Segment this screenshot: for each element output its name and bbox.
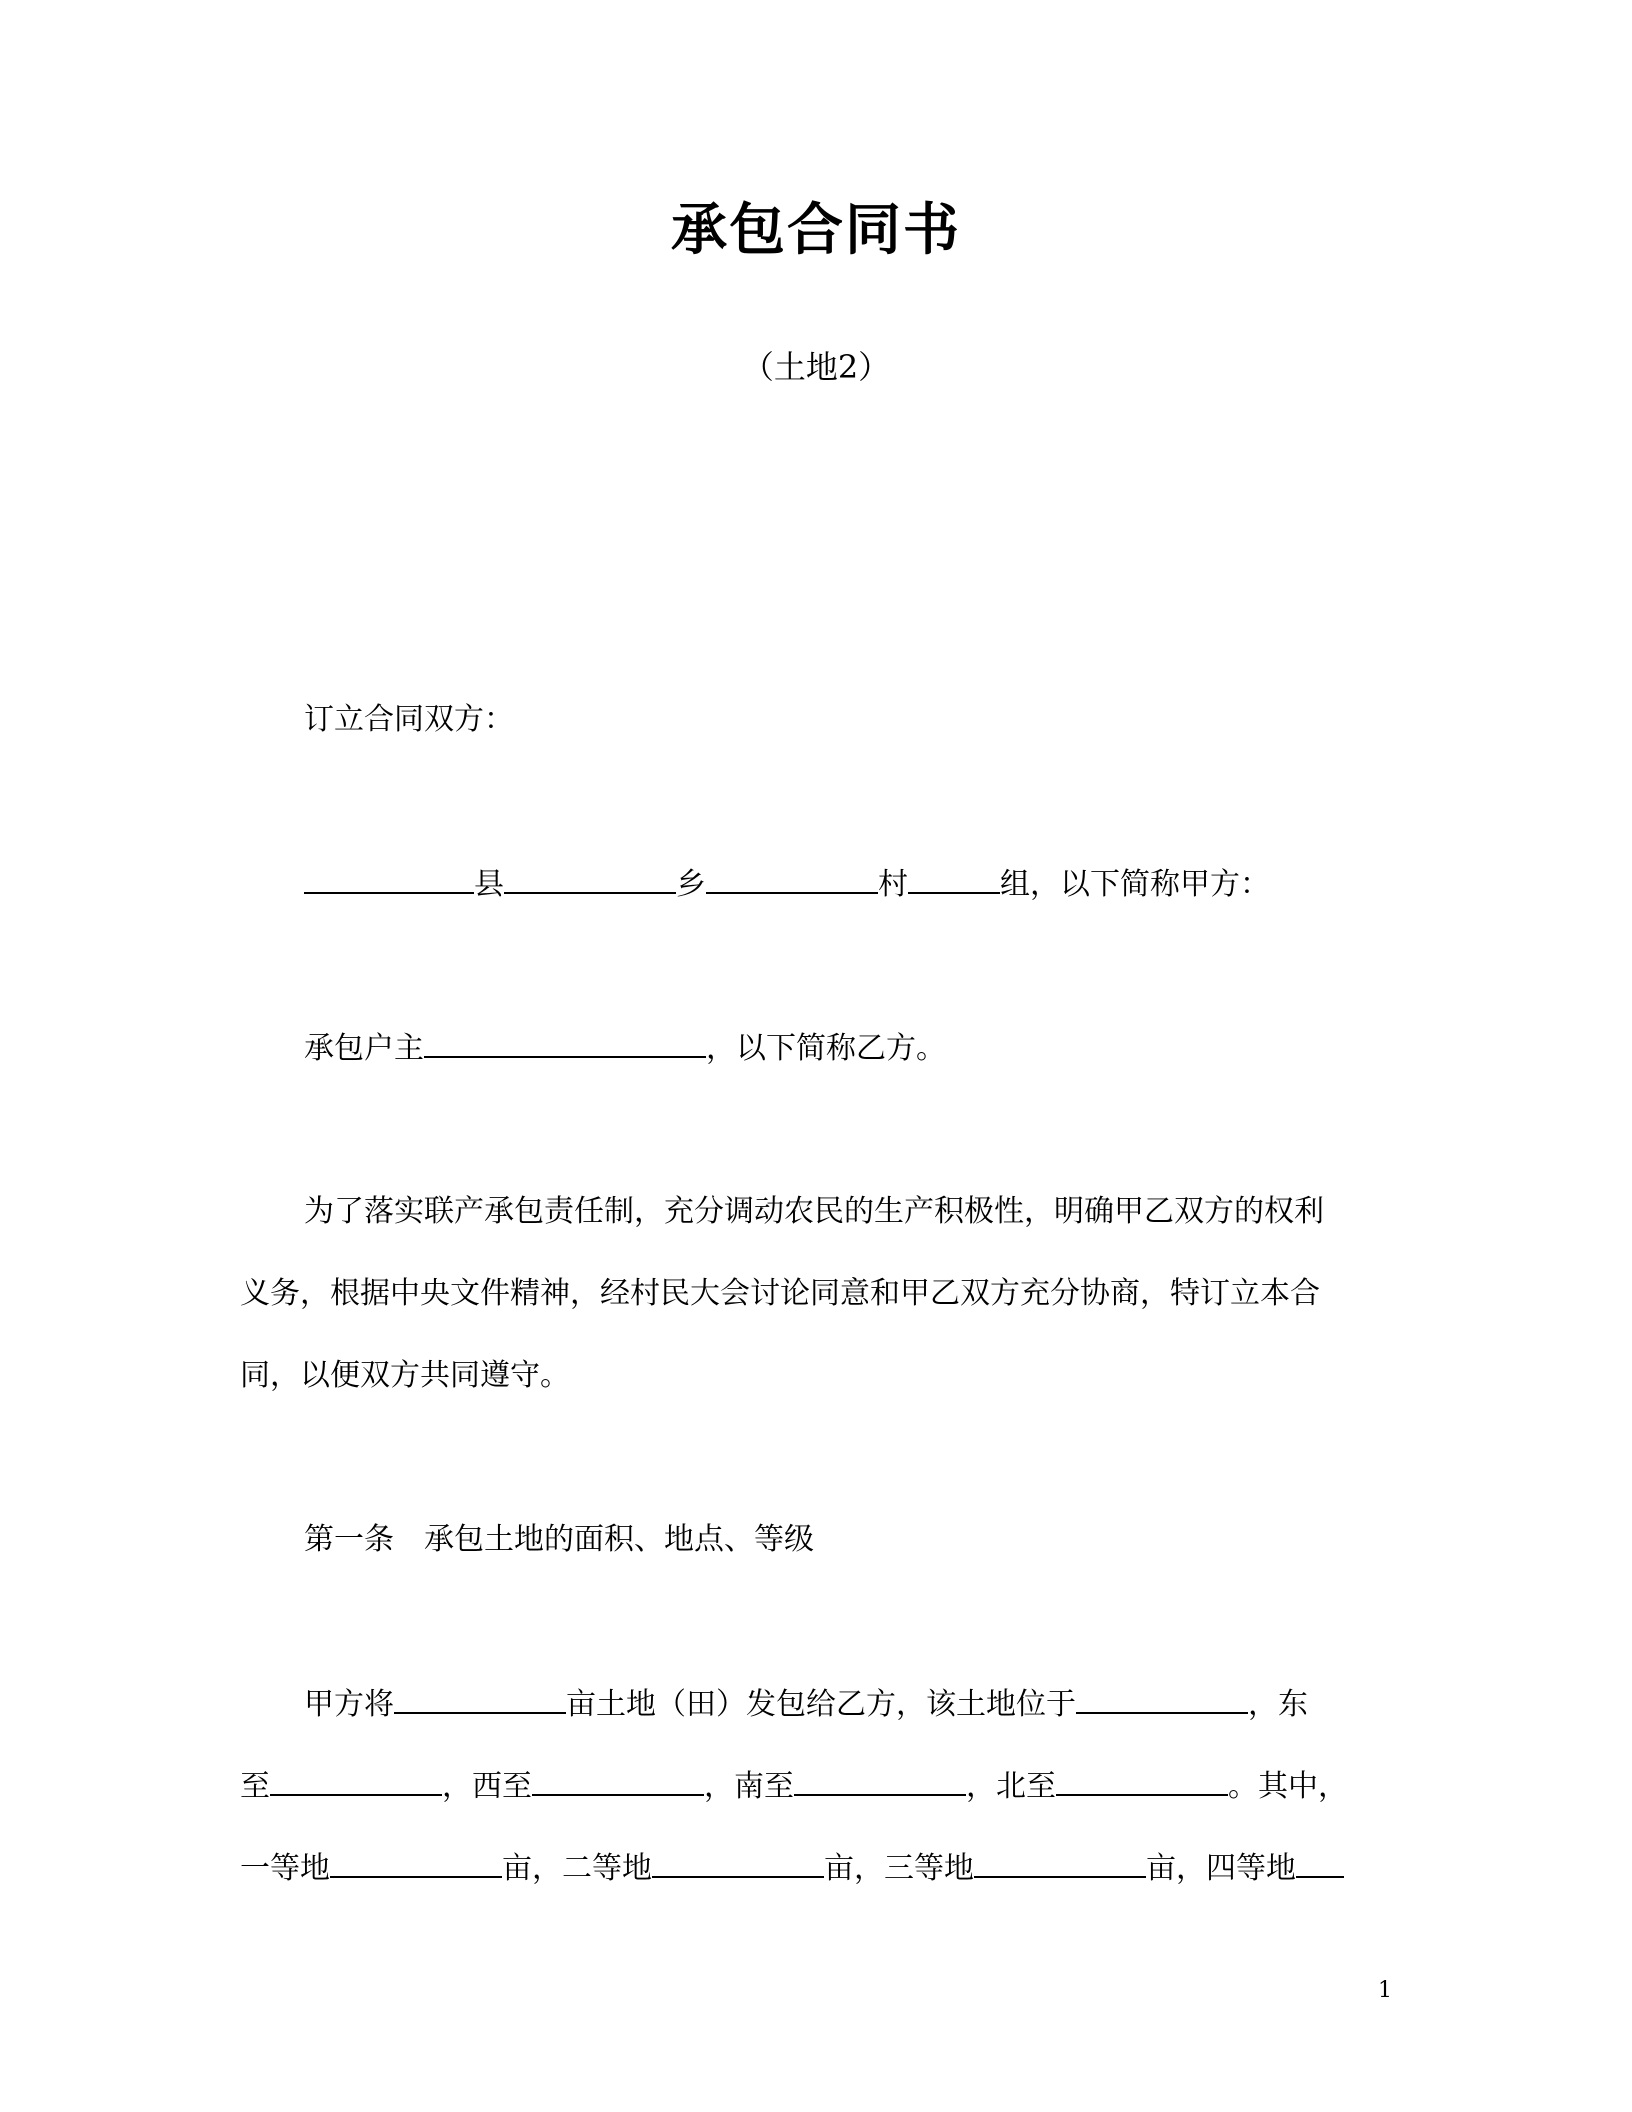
party-a-line bbox=[304, 864, 1454, 905]
county-blank[interactable] bbox=[304, 864, 474, 894]
text: ，西至 bbox=[442, 1769, 532, 1804]
article1-line-3 bbox=[240, 1848, 1390, 1889]
preamble-line-1: 为了落实联产承包责任制，充分调动农民的生产积极性，明确甲乙双方的权利 bbox=[304, 1194, 1324, 1229]
document-title: 承包合同书 bbox=[671, 198, 961, 263]
party-b-line bbox=[304, 1028, 1454, 1069]
grade4-blank[interactable] bbox=[1296, 1848, 1344, 1878]
page-number: 1 bbox=[1378, 1978, 1392, 2003]
household-head-blank[interactable] bbox=[424, 1028, 706, 1058]
text: 至 bbox=[240, 1769, 270, 1804]
text: 亩，三等地 bbox=[824, 1851, 974, 1886]
article1-line-1 bbox=[304, 1684, 1454, 1725]
text: 亩，二等地 bbox=[502, 1851, 652, 1886]
text: ，东 bbox=[1248, 1687, 1308, 1722]
text: 亩土地（田）发包给乙方，该土地位于 bbox=[566, 1687, 1076, 1722]
text: 一等地 bbox=[240, 1851, 330, 1886]
west-boundary-blank[interactable] bbox=[532, 1766, 704, 1796]
group-blank[interactable] bbox=[908, 864, 1000, 894]
preamble-line-2: 义务，根据中央文件精神，经村民大会讨论同意和甲乙双方充分协商，特订立本合 bbox=[240, 1276, 1320, 1311]
location-blank[interactable] bbox=[1076, 1684, 1248, 1714]
township-label: 乡 bbox=[676, 867, 706, 902]
article1-line-2 bbox=[240, 1766, 1390, 1807]
parties-label: 订立合同双方： bbox=[304, 702, 514, 737]
group-label: 组，以下简称甲方： bbox=[1000, 867, 1270, 902]
party-b-suffix: ，以下简称乙方。 bbox=[706, 1031, 946, 1066]
village-label: 村 bbox=[878, 867, 908, 902]
grade2-blank[interactable] bbox=[652, 1848, 824, 1878]
township-blank[interactable] bbox=[504, 864, 676, 894]
text: 亩，四等地 bbox=[1146, 1851, 1296, 1886]
text: ，南至 bbox=[704, 1769, 794, 1804]
grade3-blank[interactable] bbox=[974, 1848, 1146, 1878]
east-boundary-blank[interactable] bbox=[270, 1766, 442, 1796]
grade1-blank[interactable] bbox=[330, 1848, 502, 1878]
county-label: 县 bbox=[474, 867, 504, 902]
text: 甲方将 bbox=[304, 1687, 394, 1722]
party-b-prefix: 承包户主 bbox=[304, 1031, 424, 1066]
document-subtitle: （土地2） bbox=[741, 348, 891, 386]
preamble-line-3: 同，以便双方共同遵守。 bbox=[240, 1358, 570, 1393]
article1-heading: 第一条 承包土地的面积、地点、等级 bbox=[304, 1522, 814, 1557]
south-boundary-blank[interactable] bbox=[794, 1766, 966, 1796]
text: 。其中， bbox=[1228, 1769, 1348, 1804]
village-blank[interactable] bbox=[706, 864, 878, 894]
text: ，北至 bbox=[966, 1769, 1056, 1804]
north-boundary-blank[interactable] bbox=[1056, 1766, 1228, 1796]
area-blank[interactable] bbox=[394, 1684, 566, 1714]
